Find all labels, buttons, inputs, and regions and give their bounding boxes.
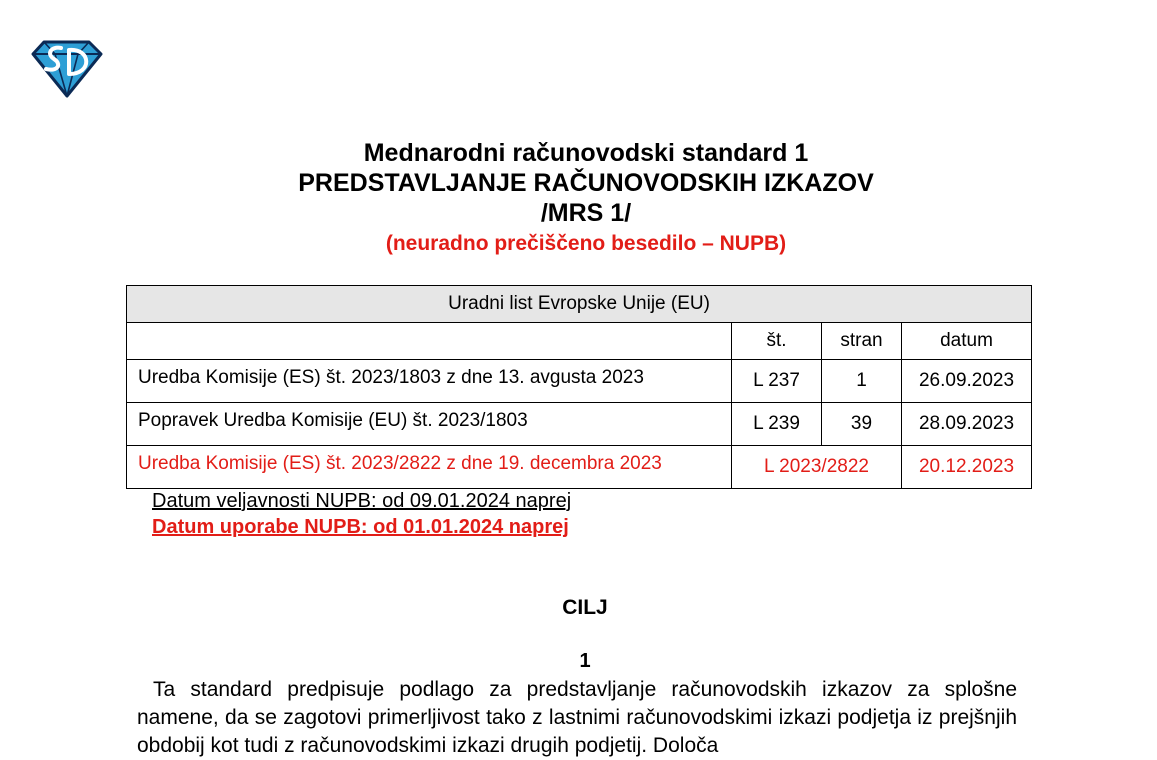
column-datum: datum xyxy=(902,323,1032,360)
row-stran: 39 xyxy=(822,403,902,446)
table-row xyxy=(127,360,1032,403)
paragraph-number: 1 xyxy=(579,650,591,672)
table-row xyxy=(127,446,1032,489)
paragraph-text: Ta standard predpisuje podlago za predstavljanje računovodskih izkazov za splošne namene, da se zagotovi primerljivost tako z lastnimi računovodskimi izkazi podjetja iz prejšnjih obdobij kot tudi z računovodskimi izkazi drugih podjetij. Določa xyxy=(137,678,1017,757)
table-header-row xyxy=(127,286,1032,323)
row-st: L 239 xyxy=(732,403,822,446)
column-st: št. xyxy=(732,323,822,360)
column-stran: stran xyxy=(822,323,902,360)
application-date: Datum uporabe NUPB: od 01.01.2024 naprej xyxy=(152,516,569,538)
title-line-code: /MRS 1/ xyxy=(540,199,632,227)
row-datum: 26.09.2023 xyxy=(902,360,1032,403)
row-name: Uredba Komisije (ES) št. 2023/2822 z dne 19. decembra 2023 xyxy=(127,446,732,489)
row-datum: 20.12.2023 xyxy=(902,446,1032,489)
sd-logo xyxy=(31,40,103,98)
table-column-row xyxy=(127,323,1032,360)
row-name: Popravek Uredba Komisije (EU) št. 2023/1803 xyxy=(127,403,732,446)
table-row xyxy=(127,403,1032,446)
row-st: L 237 xyxy=(732,360,822,403)
table-blank-cell xyxy=(127,323,732,360)
validity-date: Datum veljavnosti NUPB: od 09.01.2024 naprej xyxy=(152,490,572,512)
row-name: Uredba Komisije (ES) št. 2023/1803 z dne 13. avgusta 2023 xyxy=(127,360,732,403)
title-line-standard: Mednarodni računovodski standard 1 xyxy=(363,139,809,167)
title-line-note: (neuradno prečiščeno besedilo – NUPB) xyxy=(385,232,787,255)
row-st-stran: L 2023/2822 xyxy=(732,446,902,489)
official-journal-table xyxy=(126,285,1032,489)
table-header: Uradni list Evropske Unije (EU) xyxy=(127,286,1032,323)
title-line-main: PREDSTAVLJANJE RAČUNOVODSKIH IZKAZOV xyxy=(298,169,874,197)
row-datum: 28.09.2023 xyxy=(902,403,1032,446)
section-heading: CILJ xyxy=(562,596,608,619)
row-stran: 1 xyxy=(822,360,902,403)
